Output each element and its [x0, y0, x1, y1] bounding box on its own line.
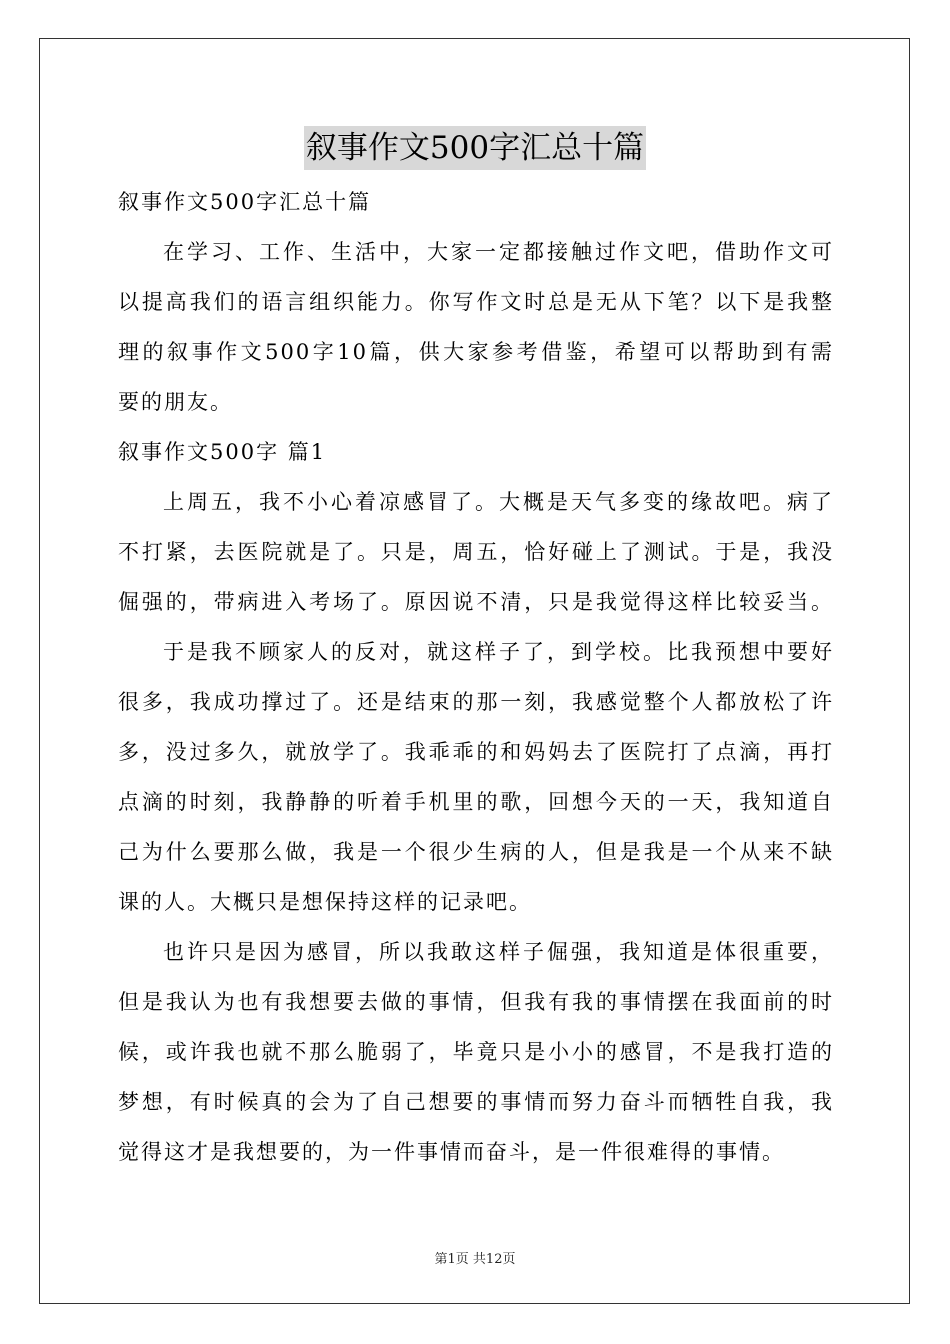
- text-line: 点滴的时刻，我静静的听着手机里的歌，回想今天的一天，我知道自: [118, 790, 834, 814]
- text-line: 要的朋友。: [118, 390, 233, 414]
- text-line: 以提高我们的语言组织能力。你写作文时总是无从下笔？以下是我整: [118, 290, 834, 314]
- text-line: 倔强的，带病进入考场了。原因说不清，只是我觉得这样比较妥当。: [118, 590, 834, 614]
- text-line: 课的人。大概只是想保持这样的记录吧。: [118, 890, 532, 914]
- text-line: 很多，我成功撑过了。还是结束的那一刻，我感觉整个人都放松了许: [118, 690, 834, 714]
- text-line: 己为什么要那么做，我是一个很少生病的人，但是我是一个从来不缺: [118, 840, 834, 864]
- text-line: 叙事作文500字 篇1: [118, 440, 327, 464]
- text-line: 不打紧，去医院就是了。只是，周五，恰好碰上了测试。于是，我没: [118, 540, 834, 564]
- text-line: 候，或许我也就不那么脆弱了，毕竟只是小小的感冒，不是我打造的: [118, 1040, 834, 1064]
- text-line: 也许只是因为感冒，所以我敢这样子倔强，我知道是体很重要，: [163, 940, 834, 964]
- text-line: 上周五，我不小心着凉感冒了。大概是天气多变的缘故吧。病了: [163, 490, 834, 514]
- page-footer: 第1页 共12页: [434, 1252, 516, 1267]
- text-line: 梦想，有时候真的会为了自己想要的事情而努力奋斗而牺牲自我，我: [118, 1090, 834, 1114]
- text-line: 叙事作文500字汇总十篇: [118, 190, 372, 214]
- document-title: 叙事作文500字汇总十篇: [304, 126, 646, 170]
- text-line: 在学习、工作、生活中，大家一定都接触过作文吧，借助作文可: [163, 240, 834, 264]
- text-line: 理的叙事作文500字10篇，供大家参考借鉴，希望可以帮助到有需: [118, 340, 834, 364]
- document-body: [118, 177, 834, 1177]
- text-line: 觉得这才是我想要的，为一件事情而奋斗，是一件很难得的事情。: [118, 1140, 785, 1164]
- title-wrap: [0, 126, 950, 170]
- text-line: 于是我不顾家人的反对，就这样子了，到学校。比我预想中要好: [163, 640, 834, 664]
- text-line: 但是我认为也有我想要去做的事情，但我有我的事情摆在我面前的时: [118, 990, 834, 1014]
- text-line: 多，没过多久，就放学了。我乖乖的和妈妈去了医院打了点滴，再打: [118, 740, 834, 764]
